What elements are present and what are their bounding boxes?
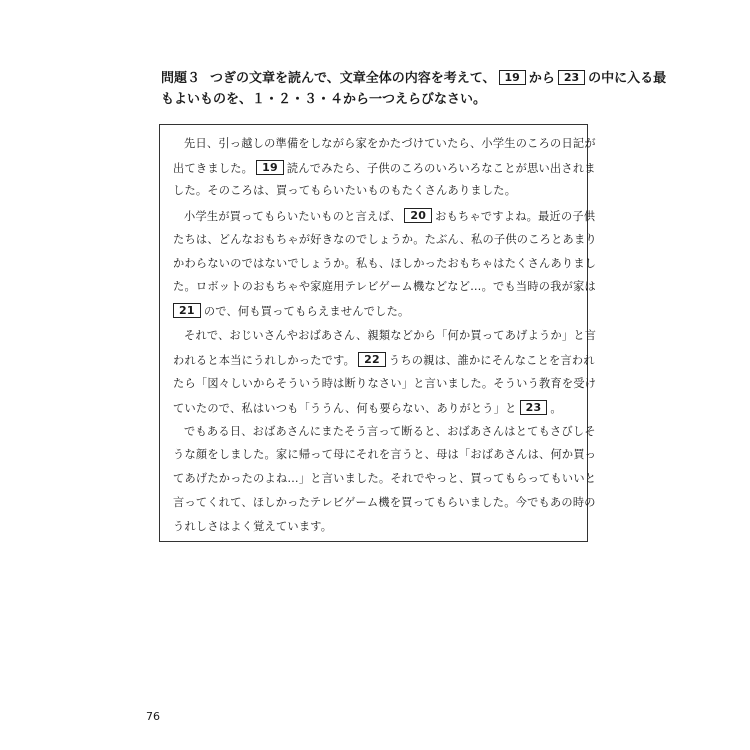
passage-line [184,208,596,224]
line-text: うちの親は、誰かにそんなことを言われ [388,354,595,367]
line-text: た。ロボットのおもちゃや家庭用テレビゲーム機などなど…。でも当時の我が家は [173,280,596,293]
line-text: てあげたかったのよね…」と言いました。それでやっと、買ってもらってもいいと [173,472,597,485]
blank-22: 22 [358,352,386,367]
line-text: うれしさはよく覚えています。 [173,520,333,533]
line-text: でもある日、おばあさんにまたそう言って断ると、おばあさんはとてもさびしそ [184,425,596,438]
passage-line [173,495,596,510]
blank-20: 20 [404,208,432,223]
passage-line [184,136,596,151]
question-text-1b: から [528,71,555,86]
passage-line [173,256,597,271]
passage-line [184,328,597,343]
blank-19: 19 [256,160,284,175]
line-text: した。そのころは、買ってもらいたいものもたくさんありました。 [173,184,517,197]
line-text: ので、何も買ってもらえませんでした。 [203,305,410,318]
line-text: われると本当にうれしかったです。 [173,354,356,367]
blank-23: 23 [520,400,548,415]
page-number: 76 [146,710,160,723]
line-text: おもちゃですよね。最近の子供 [435,210,596,223]
line-text: 。 [550,402,562,415]
passage-line [173,183,583,198]
blank-end-box: 23 [558,70,585,85]
passage-line [173,352,595,368]
question-line-2: もよいものを、１・２・３・４から一つえらびなさい。 [161,92,487,107]
passage-line [173,232,597,247]
passage-line [173,376,597,391]
passage-line [173,400,583,416]
question-line-1 [161,70,667,87]
line-text: それで、おじいさんやおばあさん、親類などから「何か買ってあげようか」と言 [184,329,597,342]
question-text-1c: の中に入る最 [588,71,667,86]
blank-start-box: 19 [499,70,526,85]
line-text: 小学生が買ってもらいたいものと言えば、 [184,210,402,223]
question-text-1a: つぎの文章を読んで、文章全体の内容を考えて、 [210,71,496,86]
line-text: 読んでみたら、子供のころのいろいろなことが思い出されま [286,162,596,175]
line-text: かわらないのではないでしょうか。私も、ほしかったおもちゃはたくさんありまし [173,257,597,270]
line-text: ていたので、私はいつも「ううん、何も要らない、ありがとう」と [173,402,517,415]
line-text: 言ってくれて、ほしかったテレビゲーム機を買ってもらいました。今でもあの時の [173,496,596,509]
passage-line [173,447,597,462]
line-text: たちは、どんなおもちゃが好きなのでしょうか。たぶん、私の子供のころとあまり [173,233,597,246]
passage-line [173,303,583,319]
line-text: 出てきました。 [173,162,254,175]
line-text: うな顔をしました。家に帰って母にそれを言うと、母は「おばあさんは、何か買っ [173,448,597,461]
blank-21: 21 [173,303,201,318]
passage-line [173,519,583,534]
line-text: たら「図々しいからそういう時は断りなさい」と言いました。そういう教育を受け [173,377,597,390]
question-label: 問題３ [161,71,201,86]
passage-line [173,279,596,294]
passage-line [173,471,597,486]
passage-line [184,424,596,439]
passage-line [173,160,596,176]
line-text: 先日、引っ越しの準備をしながら家をかたづけていたら、小学生のころの日記が [184,137,596,150]
